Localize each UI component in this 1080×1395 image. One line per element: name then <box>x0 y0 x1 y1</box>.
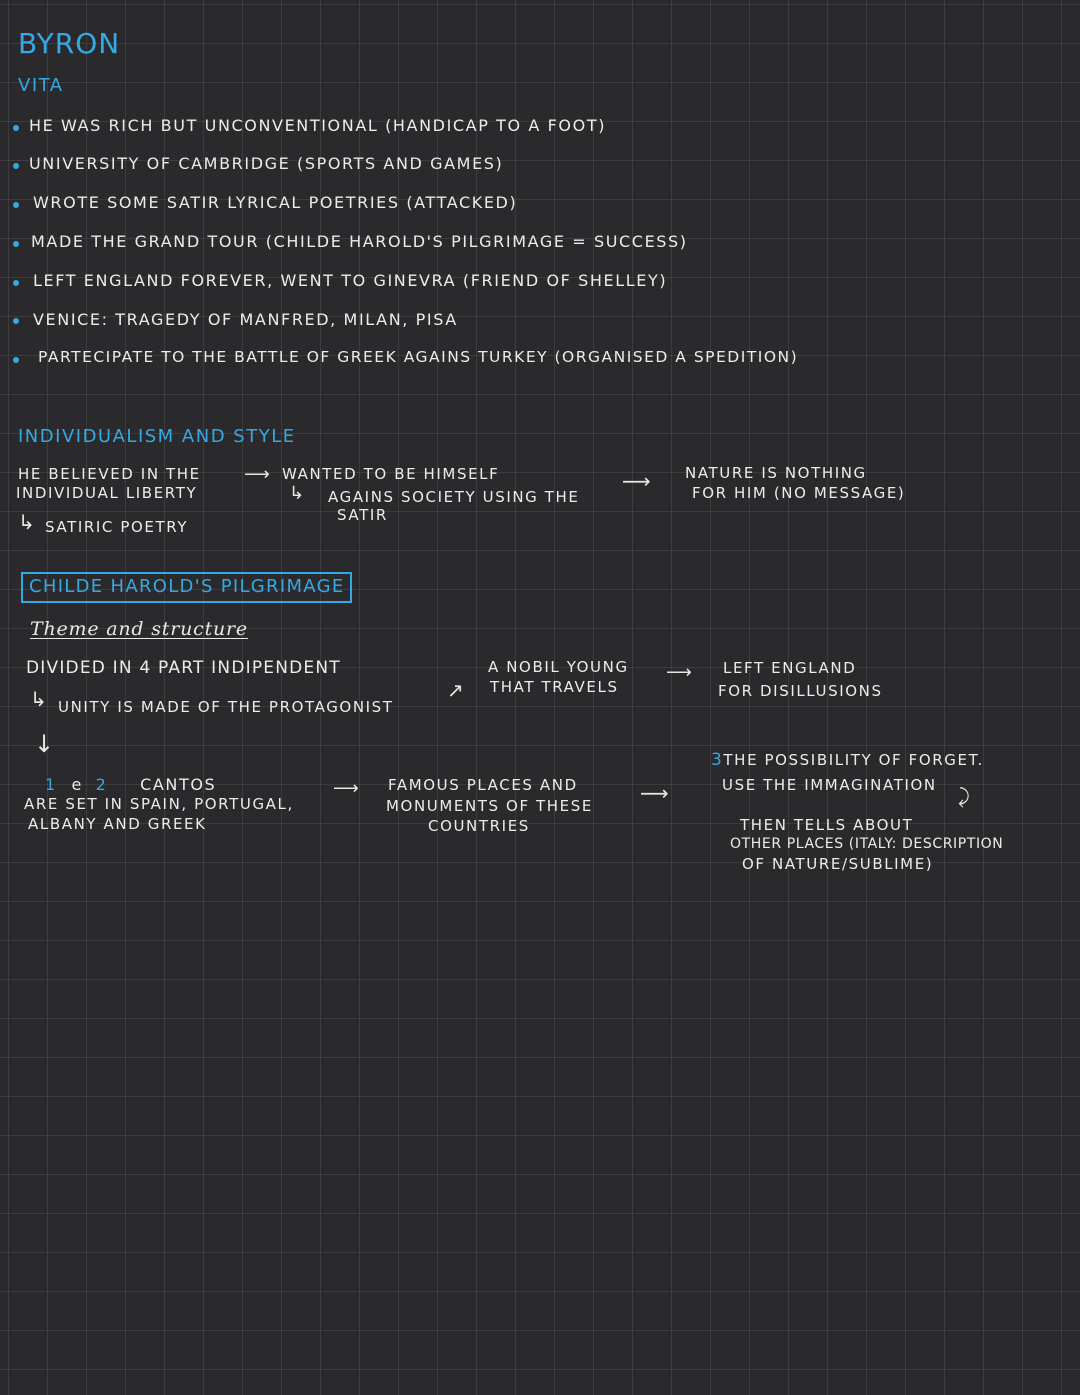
arrow-right-icon: ⟶ <box>333 778 359 799</box>
vita-item: LEFT ENGLAND FOREVER, WENT TO GINEVRA (FRIEND OF SHELLEY) <box>33 271 668 290</box>
cantos-text <box>45 776 216 794</box>
bullet-icon <box>13 125 19 131</box>
possibility-text <box>711 751 984 771</box>
imagination-text: USE THE IMMAGINATION <box>722 776 937 794</box>
famous-text: FAMOUS PLACES AND <box>388 776 578 794</box>
hook-arrow-icon: ↳ <box>18 510 35 534</box>
cantos-conjunction: e <box>71 775 83 794</box>
against-text: SATIR <box>337 506 388 524</box>
divided-text: DIVIDED IN 4 PART INDIPENDENT <box>26 658 341 678</box>
nature-text: FOR HIM (NO MESSAGE) <box>692 484 906 502</box>
famous-text: COUNTRIES <box>428 817 530 835</box>
bullet-icon <box>13 357 19 363</box>
satiric-text: SATIRIC POETRY <box>45 518 189 536</box>
page-title: BYRON <box>18 27 121 60</box>
then-tells-text: OF NATURE/SUBLIME) <box>742 855 934 873</box>
hook-arrow-icon: ↳ <box>30 687 47 711</box>
nature-text: NATURE IS NOTHING <box>685 464 867 482</box>
vita-item: HE WAS RICH BUT UNCONVENTIONAL (HANDICAP TO A FOOT) <box>29 116 607 135</box>
young-text: THAT TRAVELS <box>490 678 619 696</box>
left-england-text: LEFT ENGLAND <box>723 659 857 677</box>
vita-item: VENICE: TRAGEDY OF MANFRED, MILAN, PISA <box>33 310 458 329</box>
vita-item: PARTECIPATE TO THE BATTLE OF GREEK AGAINS TURKEY (ORGANISED A SPEDITION) <box>38 348 799 366</box>
wanted-text: WANTED TO BE HIMSELF <box>282 465 500 483</box>
curved-arrow-down-icon: ⤸ <box>958 784 970 808</box>
then-tells-text: OTHER PLACES (ITALY: DESCRIPTION <box>730 836 1004 852</box>
vita-item: WROTE SOME SATIR LYRICAL POETRIES (ATTACKED) <box>33 193 518 212</box>
bullet-icon <box>13 318 19 324</box>
young-text: A NOBIL YOUNG <box>488 658 629 676</box>
believed-text: HE BELIEVED IN THE <box>18 465 201 483</box>
arrow-down-icon: ↓ <box>34 730 55 758</box>
then-tells-text: THEN TELLS ABOUT <box>740 816 914 834</box>
cantos-number: 1 <box>45 775 57 794</box>
cantos-number: 2 <box>95 775 108 794</box>
arrow-right-icon: ⟶ <box>244 464 270 485</box>
bullet-icon <box>13 241 19 247</box>
arrow-up-right-icon: ↗ <box>447 678 464 702</box>
believed-text: INDIVIDUAL LIBERTY <box>16 484 198 502</box>
left-england-text: FOR DISILLUSIONS <box>718 682 883 700</box>
vita-heading: VITA <box>18 75 64 96</box>
arrow-right-icon: ⟶ <box>640 781 669 805</box>
cantos-word: CANTOS <box>140 775 217 794</box>
bullet-icon <box>13 280 19 286</box>
vita-item: UNIVERSITY OF CAMBRIDGE (SPORTS AND GAMES) <box>29 154 504 173</box>
against-text: AGAINS SOCIETY USING THE <box>328 488 580 506</box>
unity-text: UNITY IS MADE OF THE PROTAGONIST <box>58 698 394 716</box>
hook-arrow-icon: ↳ <box>289 483 305 504</box>
arrow-right-icon: ⟶ <box>622 469 651 493</box>
famous-text: MONUMENTS OF THESE <box>386 797 593 815</box>
possibility-line: THE POSSIBILITY OF FORGET. <box>723 751 984 769</box>
childe-harold-title: CHILDE HAROLD'S PILGRIMAGE <box>21 572 352 603</box>
cantos-text: ALBANY AND GREEK <box>28 815 207 833</box>
possibility-number: 3 <box>711 750 724 770</box>
bullet-icon <box>13 202 19 208</box>
individualism-heading: INDIVIDUALISM AND STYLE <box>18 426 296 447</box>
vita-item: MADE THE GRAND TOUR (CHILDE HAROLD'S PILGRIMAGE = SUCCESS) <box>31 232 688 251</box>
bullet-icon <box>13 163 19 169</box>
arrow-right-icon: ⟶ <box>666 662 692 683</box>
theme-structure-heading: Theme and structure <box>30 618 248 640</box>
cantos-text: ARE SET IN SPAIN, PORTUGAL, <box>24 795 294 813</box>
